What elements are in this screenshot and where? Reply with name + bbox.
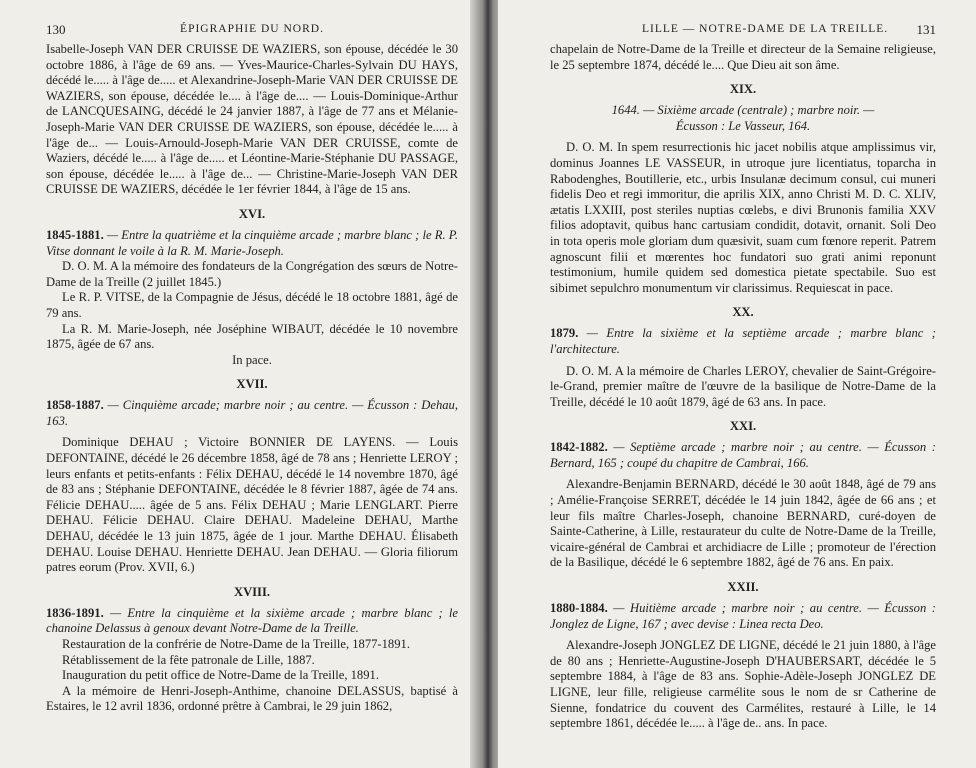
- section-xviii-line-2: Rétablissement de la fête patronale de Lille, 1887.: [62, 652, 315, 667]
- left-opening-paragraph: Isabelle-Joseph VAN DER CRUISSE DE WAZIERS, son épouse, décédée le 30 octobre 1886, à l'âge de 69 ans. — Yves-Maurice-Charles-Sylvain DU HAYS, décédé le..... à l'âge de..... et Alexandrine-Joseph-Marie VAN DER CRUISSE DE WAZIERS, son épouse, décédée le.... à l'âge de.... — Louis-Dominique-Arthur de LANCQUESAING, décédé le 24 janvier 1887, à l'âge de 77 ans et Mélanie-Joseph-Marie VAN DER CRUISSE DE WAZIERS, son épouse, décédée le..... à l'âge de... — Louis-Arnould-Joseph-Marie VAN DER CRUISSE, comte de Waziers, décédé le..... à l'âge de..... et Léontine-Marie-Stéphanie DU PASSAGE, son épouse, décédée le..... à l'âge de... — Christine-Marie-Joseph VAN DER CRUISSE DE WAZIERS, décédée le 1er février 1844, à l'âge de 15 ans.: [46, 42, 458, 197]
- left-running-title: ÉPIGRAPHIE DU NORD.: [180, 23, 324, 35]
- left-page-number: 130: [46, 22, 66, 37]
- right-page-number: 131: [916, 22, 936, 37]
- left-running-head: [46, 22, 458, 42]
- section-xxii-date: 1880-1884.: [550, 601, 608, 616]
- section-xxi-desc: — Septième arcade ; marbre noir ; au centre. — Écusson : Bernard, 165 ; coupé du chapitre de Cambrai, 166.: [550, 440, 936, 470]
- section-xvii-description: [46, 398, 458, 429]
- section-xxii-heading: XXII.: [727, 580, 759, 595]
- right-opening-paragraph: chapelain de Notre-Dame de la Treille et directeur de la Semaine religieuse, le 25 septembre 1874, décédé le.... Que Dieu ait son âme.: [550, 42, 936, 72]
- right-page: [498, 0, 976, 768]
- section-xix-desc-2: Écusson : Le Vasseur, 164.: [675, 118, 811, 133]
- section-xix-desc-1: 1644. — Sixième arcade (centrale) ; marbre noir. —: [611, 103, 875, 118]
- section-xvii-date: 1858-1887.: [46, 398, 104, 413]
- section-xvi-line-2: Le R. P. VITSE, de la Compagnie de Jésus, décédé le 18 octobre 1881, âgé de 79 ans.: [46, 290, 458, 320]
- section-xviii-description: [46, 606, 458, 637]
- section-xviii-heading: XVIII.: [233, 584, 271, 599]
- section-xvii-heading: XVII.: [236, 377, 268, 392]
- section-xvii-desc: — Cinquième arcade; marbre noir ; au centre. — Écusson : Dehau, 163.: [46, 398, 458, 428]
- right-running-head: [550, 22, 936, 42]
- section-xviii-line-3: Inauguration du petit office de Notre-Dame de la Treille, 1891.: [62, 668, 379, 683]
- section-xvi-heading: XVI.: [238, 206, 266, 221]
- left-page: [0, 0, 478, 768]
- section-xxii-desc: — Huitième arcade ; marbre noir ; au centre. — Écusson : Jonglez de Ligne, 167 ; avec devise : Linea recta Deo.: [550, 601, 936, 631]
- section-xx-desc: — Entre la sixième et la septième arcade ; marbre blanc ; l'architecture.: [550, 326, 936, 356]
- section-xviii-desc: — Entre la cinquième et la sixième arcade ; marbre blanc ; le chanoine Delassus à genoux devant Notre-Dame de la Treille.: [46, 605, 458, 636]
- section-xxii-description: [550, 601, 936, 632]
- section-xvii-text: Dominique DEHAU ; Victoire BONNIER DE LAYENS. — Louis DEFONTAINE, décédé le 26 décembre 1858, âgé de 78 ans ; Henriette LEROY ; leurs enfants et petits-enfants : Félix DEHAU, décédé le 14 novembre 1870, âgé de 83 ans ; Stéphanie DEFONTAINE, décédée le 8 février 1887, âgée de 74 ans. Félicie DEHAU..... âgée de 5 ans. Félix DEHAU ; Marie LENGLART. Pierre DEHAU. Félicie DEHAU. Claire DEHAU. Madeleine DEHAU, Marthe DEHAU, décédée le 13 juin 1875, âgée de 1 jour. Marthe DEHAU. Élisabeth DEHAU. Louise DEHAU. Henriette DEHAU. Jean DEHAU. — Gloria filiorum patres eorum (Prov. XVII, 6.): [46, 435, 458, 575]
- section-xxi-date: 1842-1882.: [550, 440, 608, 455]
- section-xvi-desc: — Entre la quatrième et la cinquième arcade ; marbre blanc ; le R. P. Vitse donnant le voile à la R. M. Marie-Joseph.: [46, 227, 458, 258]
- section-xviii-line-1: Restauration de la confrérie de Notre-Dame de la Treille, 1877-1891.: [62, 637, 410, 651]
- section-xx-description: [550, 326, 936, 357]
- section-xxii-text: Alexandre-Joseph JONGLEZ DE LIGNE, décédé le 21 juin 1880, à l'âge de 80 ans ; Henriette-Augustine-Joseph D'HAUBERSART, décédée le 5 septembre 1884, à l'âge de 83 ans. Sophie-Adèle-Joseph JONGLEZ DE LIGNE, leur fille, religieuse carmélite sous le nom de sr Catherine de Sienne, fondatrice du couvent des Carmélites, restauré à Lille, le 14 septembre 1861, décédée le..... à l'âge de.. ans. In pace.: [550, 638, 936, 731]
- section-xix-text: D. O. M. In spem resurrectionis hic jacet nobilis atque amplissimus vir, dominus Joannes LE VASSEUR, in utroque jure licentiatus, toparcha in Rabodenghes, Boutillerie, etc., urbis Insulanæ decimum consul, cui muneri fidelis Deo et regi immoritur, die aprilis XIX, anno Christi M. D. C. XLIV, ætatis LXXIII, post steriles nuptias cœlebs, e divi Brunonis familia XXV filios adoptavit, quibus hanc cartusiam condidit, dotavit, ornanit. Soli Deo in tota operis mole gloriam dum quæsivit, suam cum fœnore reperit. Patrem agnoscunt filii et mœrentes hoc fundatori suo grati animi reponunt testimonium, humile quidem sed domestica pietate spectabile. Suo est sibimet sepulchro monumentum vir clarissimus. Requiescat in pace.: [550, 140, 936, 295]
- right-running-title: LILLE — NOTRE-DAME DE LA TREILLE.: [642, 23, 889, 35]
- section-xix-heading: XIX.: [729, 82, 757, 97]
- section-xx-heading: XX.: [732, 305, 754, 320]
- section-xvi-description: [46, 228, 458, 259]
- section-xviii-line-4: A la mémoire de Henri-Joseph-Anthime, chanoine DELASSUS, baptisé à Estaires, le 12 avril 1836, ordonné prêtre à Cambrai, le 29 juin 1862,: [46, 683, 458, 714]
- section-xx-text: D. O. M. A la mémoire de Charles LEROY, chevalier de Saint-Grégoire-le-Grand, premier maître de l'œuvre de la basilique de Notre-Dame de la Treille, décédé le 10 août 1879, âgé de 63 ans. In pace.: [550, 363, 936, 409]
- section-xvi-date: 1845-1881.: [46, 227, 104, 242]
- section-xxi-text: Alexandre-Benjamin BERNARD, décédé le 30 août 1848, âgé de 79 ans ; Amélie-Françoise SERRET, décédée le 14 juin 1842, âgée de 66 ans ; et leur fils maître Charles-Joseph, chanoine BERNARD, curé-doyen de Sainte-Catherine, à Lille, restaurateur du culte de Notre-Dame de la Treille, vicaire-général de Cambrai et archidiacre de Lille ; promoteur de l'érection de la Basilique, décédé le 6 septembre 1882, âgé de 76 ans. En paix.: [550, 477, 936, 570]
- section-xvi-line-1: D. O. M. A la mémoire des fondateurs de la Congrégation des sœurs de Notre-Dame de la Treille (2 juillet 1845.): [46, 259, 458, 289]
- section-xxi-description: [550, 440, 936, 471]
- section-xxi-heading: XXI.: [729, 419, 757, 434]
- section-xvi-line-3: La R. M. Marie-Joseph, née Joséphine WIBAUT, décédée le 10 novembre 1875, âgée de 67 ans.: [46, 321, 458, 352]
- section-xvi-line-4: In pace.: [232, 352, 272, 367]
- section-xviii-date: 1836-1891.: [46, 605, 104, 620]
- section-xx-date: 1879.: [550, 326, 579, 341]
